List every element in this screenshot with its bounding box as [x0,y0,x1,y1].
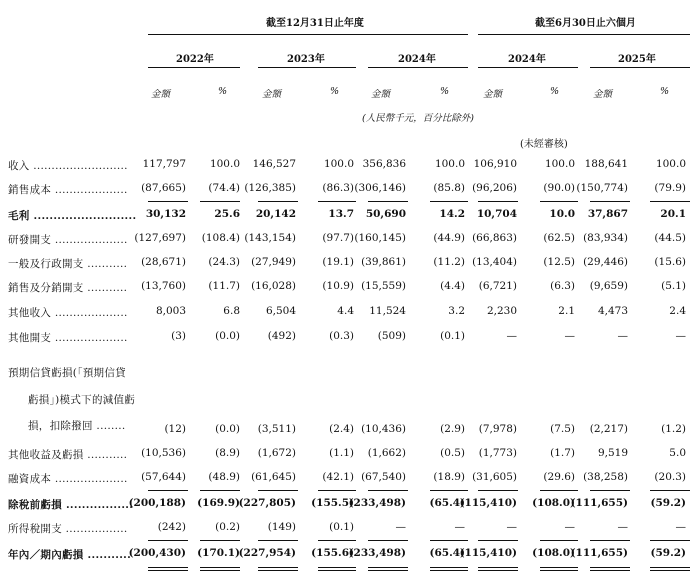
table-cell: 11,524 [369,305,406,317]
single-rule [258,201,298,202]
table-cell: 100.0 [434,158,465,170]
table-cell: (74.4) [208,182,240,194]
table-cell: (169.9) [197,497,240,509]
table-cell: (12) [164,423,186,435]
table-cell: (0.5) [440,447,465,459]
table-cell: (8.9) [215,447,240,459]
table-cell: 13.7 [328,208,354,220]
single-rule [258,540,298,541]
table-cell: (13,760) [141,280,186,292]
single-rule [430,540,468,541]
table-cell: (0.1) [440,330,465,342]
table-cell: (65.4) [429,497,465,509]
single-rule [650,540,690,541]
single-rule [650,201,690,202]
table-cell: — [564,521,575,533]
year-2024: 2024年 [398,54,436,65]
period-half-rule [478,34,690,35]
table-cell: 20.1 [660,208,686,220]
table-cell: (67,540) [361,471,406,483]
table-cell: (13,404) [472,256,517,268]
single-rule [368,540,408,541]
table-cell: (15.6) [654,256,686,268]
table-cell: (83,934) [583,232,628,244]
table-cell: 20,142 [255,208,296,220]
single-rule [148,540,188,541]
table-cell: (233,498) [348,547,406,559]
table-cell: (3,511) [257,423,296,435]
table-cell: (11.7) [208,280,240,292]
table-cell: 30,132 [145,208,186,220]
pct-header-4: % [550,86,560,97]
double-rule [430,567,468,571]
table-cell: (38,258) [583,471,628,483]
row-label: 其他收入 .................... [8,307,128,319]
table-cell: 117,797 [142,158,186,170]
single-rule [318,540,356,541]
row-label: 融資成本 .................... [8,473,128,485]
table-cell: (20.3) [654,471,686,483]
table-cell: (2.9) [440,423,465,435]
table-cell: (9,659) [589,280,628,292]
table-cell: (1.2) [661,423,686,435]
table-cell: (170.1) [197,547,240,559]
double-rule [200,567,240,571]
table-cell: 25.6 [214,208,240,220]
table-cell: — [675,521,686,533]
table-cell: (111,655) [570,497,628,509]
double-rule [540,567,578,571]
table-cell: (6.3) [550,280,575,292]
table-cell: (96,206) [472,182,517,194]
single-rule [200,201,240,202]
year-rule-2022 [148,67,240,68]
table-cell: (18.9) [433,471,465,483]
row-label-line: 損，扣除撥回 ........ [28,420,126,432]
table-cell: (200,188) [128,497,186,509]
table-cell: (0.0) [215,330,240,342]
table-cell: (24.3) [208,256,240,268]
row-label: 其他收益及虧損 ........... [8,449,128,461]
single-rule [368,490,408,491]
table-cell: (143,154) [244,232,296,244]
table-cell: (48.9) [208,471,240,483]
table-cell: (306,146) [354,182,406,194]
double-rule [318,567,356,571]
table-cell: (44.5) [654,232,686,244]
single-rule [148,201,188,202]
table-cell: (149) [267,521,296,533]
single-rule [200,490,240,491]
period-full-rule [148,34,468,35]
table-cell: (200,430) [128,547,186,559]
table-cell: (1,773) [478,447,517,459]
table-cell: (150,774) [576,182,628,194]
row-label-line: 預期信貸虧損(「預期信貸 [8,367,126,379]
table-cell: (0.3) [329,330,354,342]
table-cell: 188,641 [584,158,628,170]
double-rule [478,567,518,571]
year-rule-2024-half [478,67,578,68]
year-rule-2024 [368,67,468,68]
table-cell: (108.0) [532,547,575,559]
table-cell: 14.2 [439,208,465,220]
table-cell: 8,003 [155,305,186,317]
amount-header-5: 金額 [593,89,613,100]
single-rule [540,201,578,202]
table-cell: (108.4) [201,232,240,244]
pct-header-1: % [218,86,228,97]
table-cell: (115,410) [459,547,517,559]
table-cell: (42.1) [322,471,354,483]
table-cell: (5.1) [661,280,686,292]
single-rule [200,540,240,541]
row-label: 毛利 .......................... [8,210,137,222]
single-rule [258,490,298,491]
row-label-line: 虧損」)模式下的減值虧 [28,394,136,406]
table-cell: (19.1) [322,256,354,268]
row-label: 年內／期內虧損 ........... [8,549,132,561]
table-cell: (59.2) [650,547,686,559]
table-cell: (12.5) [543,256,575,268]
table-cell: (61,645) [251,471,296,483]
table-cell: (7,978) [478,423,517,435]
table-cell: (4.4) [440,280,465,292]
table-cell: (79.9) [654,182,686,194]
table-cell: 5.0 [669,447,686,459]
table-cell: (509) [377,330,406,342]
period-full-year-caption: 截至12月31日止年度 [266,18,364,29]
table-cell: (1.7) [550,447,575,459]
year-rule-2025-half [590,67,690,68]
table-cell: (97.7) [322,232,354,244]
single-rule [430,201,468,202]
table-cell: 37,867 [587,208,628,220]
table-cell: 106,910 [473,158,517,170]
table-cell: (16,028) [251,280,296,292]
table-cell: — [564,330,575,342]
table-cell: (155.6) [311,547,354,559]
table-cell: (59.2) [650,497,686,509]
table-cell: (1,672) [257,447,296,459]
table-cell: (0.1) [329,521,354,533]
table-cell: 100.0 [544,158,575,170]
single-rule [540,490,578,491]
single-rule [590,490,630,491]
row-label: 所得稅開支 ................. [8,523,128,535]
single-rule [318,201,356,202]
table-cell: (111,655) [570,547,628,559]
year-2024-half: 2024年 [508,54,546,65]
table-cell: 50,690 [365,208,406,220]
table-cell: (10,436) [361,423,406,435]
table-cell: (2,217) [589,423,628,435]
row-label: 銷售及分銷開支 ........... [8,282,128,294]
table-cell: (108.0) [532,497,575,509]
table-cell: (0.2) [215,521,240,533]
table-cell: (155.5) [311,497,354,509]
table-cell: (3) [171,330,186,342]
row-label: 除稅前虧損 ................. [8,499,134,511]
year-2022: 2022年 [176,54,214,65]
double-rule [368,567,408,571]
table-cell: (28,671) [141,256,186,268]
table-cell: 4,473 [597,305,628,317]
amount-header-2: 金額 [262,89,282,100]
row-label: 其他開支 .................... [8,332,128,344]
table-cell: (90.0) [543,182,575,194]
year-rule-2023 [258,67,356,68]
table-cell: (115,410) [459,497,517,509]
double-rule [590,567,630,571]
single-rule [318,490,356,491]
period-half-year-caption: 截至6月30日止六個月 [535,18,636,29]
table-cell: (6,721) [478,280,517,292]
table-cell: (227,954) [238,547,296,559]
pct-header-3: % [440,86,450,97]
row-label: 一般及行政開支 ........... [8,258,128,270]
table-cell: (2.4) [329,423,354,435]
pct-header-2: % [330,86,340,97]
table-cell: (62.5) [543,232,575,244]
table-cell: (86.3) [322,182,354,194]
table-cell: (39,861) [361,256,406,268]
amount-header-4: 金額 [483,89,503,100]
amount-header-3: 金額 [371,89,391,100]
table-cell: (492) [267,330,296,342]
table-cell: 2,230 [486,305,517,317]
double-rule [258,567,298,571]
table-cell: (65.4) [429,547,465,559]
year-2023: 2023年 [287,54,325,65]
table-cell: (7.5) [550,423,575,435]
table-cell: 2.4 [669,305,686,317]
table-cell: 2.1 [558,305,575,317]
table-cell: (0.0) [215,423,240,435]
row-label: 研發開支 .................... [8,234,128,246]
table-cell: (127,697) [134,232,186,244]
single-rule [478,490,518,491]
table-cell: (233,498) [348,497,406,509]
table-cell: (227,805) [238,497,296,509]
table-cell: (11.2) [433,256,465,268]
table-cell: (85.8) [433,182,465,194]
table-cell: — [395,521,406,533]
table-cell: (44.9) [433,232,465,244]
table-cell: (57,644) [141,471,186,483]
single-rule [478,201,518,202]
unit-note: (人民幣千元，百分比除外) [362,113,474,124]
pct-header-5: % [660,86,670,97]
table-cell: (160,145) [354,232,406,244]
table-cell: 100.0 [209,158,240,170]
table-cell: 3.2 [448,305,465,317]
single-rule [368,201,408,202]
row-label: 銷售成本 .................... [8,184,128,196]
table-cell: — [617,521,628,533]
table-cell: 100.0 [655,158,686,170]
table-cell: (27,949) [251,256,296,268]
table-cell: (1,662) [367,447,406,459]
single-rule [590,540,630,541]
table-cell: — [675,330,686,342]
table-cell: 10.0 [549,208,575,220]
single-rule [148,490,188,491]
table-cell: 6,504 [265,305,296,317]
single-rule [478,540,518,541]
year-2025-half: 2025年 [618,54,656,65]
table-cell: 100.0 [323,158,354,170]
table-cell: — [506,330,517,342]
table-cell: (31,605) [472,471,517,483]
row-label: 收入 .......................... [8,160,128,172]
double-rule [148,567,188,571]
table-cell: (242) [157,521,186,533]
single-rule [590,201,630,202]
table-cell: (29.6) [543,471,575,483]
single-rule [650,490,690,491]
table-cell: (66,863) [472,232,517,244]
table-cell: (29,446) [583,256,628,268]
table-cell: (15,559) [361,280,406,292]
table-cell: 9,519 [597,447,628,459]
table-cell: — [454,521,465,533]
table-cell: — [506,521,517,533]
table-cell: — [617,330,628,342]
table-cell: (10,536) [141,447,186,459]
table-cell: 10,704 [476,208,517,220]
table-cell: 4.4 [337,305,354,317]
table-cell: 146,527 [252,158,296,170]
single-rule [540,540,578,541]
table-cell: 6.8 [223,305,240,317]
table-cell: (1.1) [329,447,354,459]
table-cell: (126,385) [244,182,296,194]
table-cell: 356,836 [362,158,406,170]
table-cell: (87,665) [141,182,186,194]
double-rule [650,567,690,571]
amount-header-1: 金額 [151,89,171,100]
single-rule [430,490,468,491]
unaudited-note: (未經審核) [520,139,568,150]
table-cell: (10.9) [322,280,354,292]
